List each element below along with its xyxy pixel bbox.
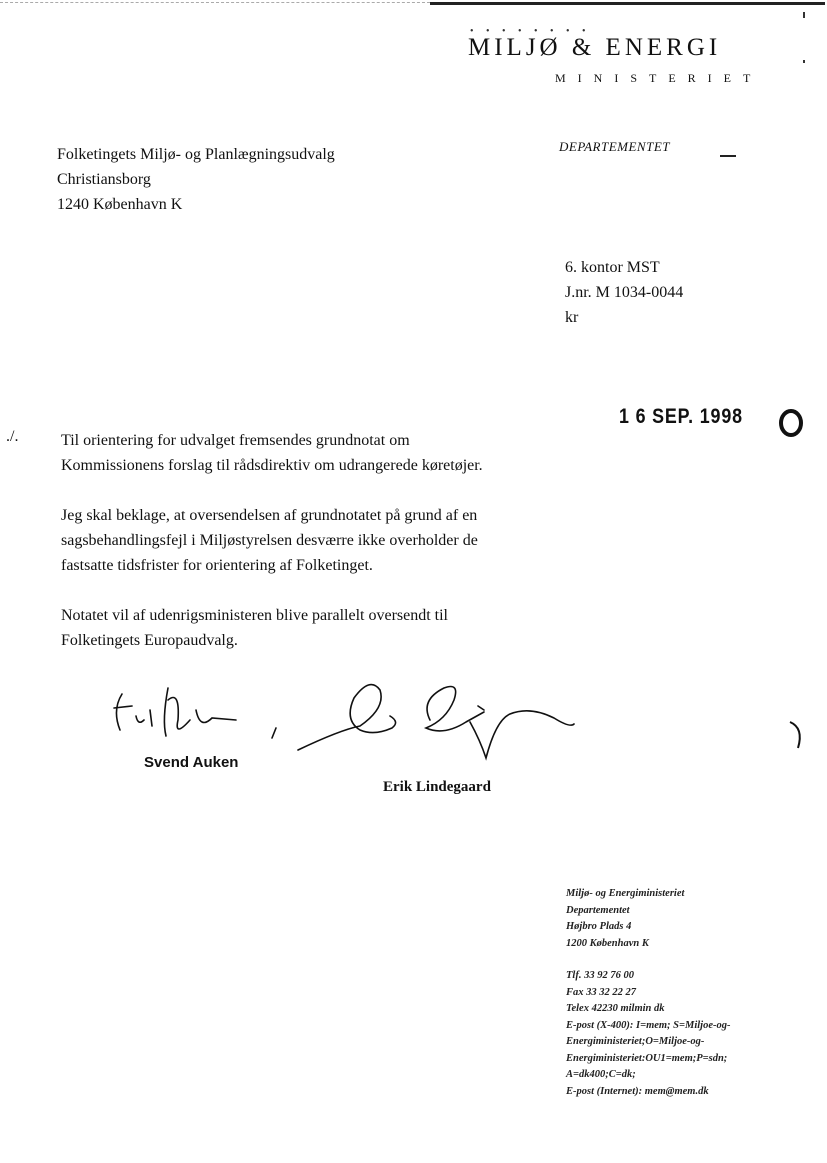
ministry-logo-title: MILJØ & ENERGI bbox=[468, 34, 722, 61]
footer-contact-line: Telex 42230 milmin dk bbox=[566, 1003, 665, 1014]
reference-line: J.nr. M 1034-0044 bbox=[565, 284, 684, 301]
footer-contact-line: E-post (X-400): I=mem; S=Miljoe-og- bbox=[566, 1019, 731, 1031]
body-paragraph-1 bbox=[61, 428, 483, 478]
footer-contact-line: Energiministeriet;O=Miljoe-og- bbox=[566, 1036, 705, 1047]
body-line: sagsbehandlingsfejl i Miljøstyrelsen desværre ikke overholder de bbox=[61, 532, 478, 549]
signatory-name-1: Svend Auken bbox=[144, 754, 239, 771]
body-line: Notatet vil af udenrigsministeren blive parallelt oversendt til bbox=[61, 607, 448, 624]
recipient-line: Folketingets Miljø- og Planlægningsudvalg bbox=[57, 146, 335, 163]
footer-address-line: Miljø- og Energiministeriet bbox=[566, 888, 685, 899]
body-line: Jeg skal beklage, at oversendelsen af grundnotatet på grund af en bbox=[61, 507, 478, 524]
recipient-line: Christiansborg bbox=[57, 171, 151, 188]
footer-address-line: Departementet bbox=[566, 904, 630, 916]
scan-top-edge bbox=[0, 2, 430, 3]
logo-dots: • • • • • • • • bbox=[470, 26, 591, 37]
footer-contact-line: Tlf. 33 92 76 00 bbox=[566, 970, 634, 981]
dash-mark bbox=[720, 155, 736, 157]
body-line: Kommissionens forslag til rådsdirektiv om udrangerede køretøjer. bbox=[61, 457, 483, 474]
scan-speck bbox=[803, 12, 805, 18]
ministry-logo-subtitle: MINISTERIET bbox=[555, 71, 763, 85]
recipient-line: 1240 København K bbox=[57, 196, 183, 213]
footer-address-line: 1200 København K bbox=[566, 937, 649, 949]
body-line: fastsatte tidsfrister for orientering af Folketinget. bbox=[61, 557, 373, 574]
ministry-contact-footer bbox=[566, 886, 731, 1100]
recipient-address bbox=[57, 142, 335, 217]
handwritten-signatures bbox=[100, 680, 600, 790]
body-paragraph-3 bbox=[61, 603, 448, 653]
date-stamp: 1 6 SEP. 1998 bbox=[619, 405, 743, 428]
body-line: Folketingets Europaudvalg. bbox=[61, 632, 238, 649]
punch-hole-icon bbox=[786, 718, 808, 752]
footer-contact-line: E-post (Internet): mem@mem.dk bbox=[566, 1085, 709, 1097]
footer-contact-line: Energiministeriet:OU1=mem;P=sdn; bbox=[566, 1052, 728, 1064]
department-label: DEPARTEMENTET bbox=[559, 139, 670, 154]
footer-contact-line: A=dk400;C=dk; bbox=[566, 1069, 636, 1080]
reference-line: kr bbox=[565, 309, 579, 326]
scan-speck bbox=[803, 60, 805, 63]
body-line: Til orientering for udvalget fremsendes grundnotat om bbox=[61, 432, 410, 449]
footer-contact-line: Fax 33 32 22 27 bbox=[566, 986, 637, 998]
footer-address-line: Højbro Plads 4 bbox=[566, 921, 632, 932]
reference-line: 6. kontor MST bbox=[565, 259, 660, 276]
scan-top-rule bbox=[430, 2, 825, 5]
punch-hole-icon bbox=[778, 408, 804, 438]
reference-block bbox=[565, 255, 683, 330]
signatory-name-2: Erik Lindegaard bbox=[383, 779, 491, 795]
body-paragraph-2 bbox=[61, 503, 478, 578]
enclosure-mark: ./. bbox=[6, 428, 19, 445]
